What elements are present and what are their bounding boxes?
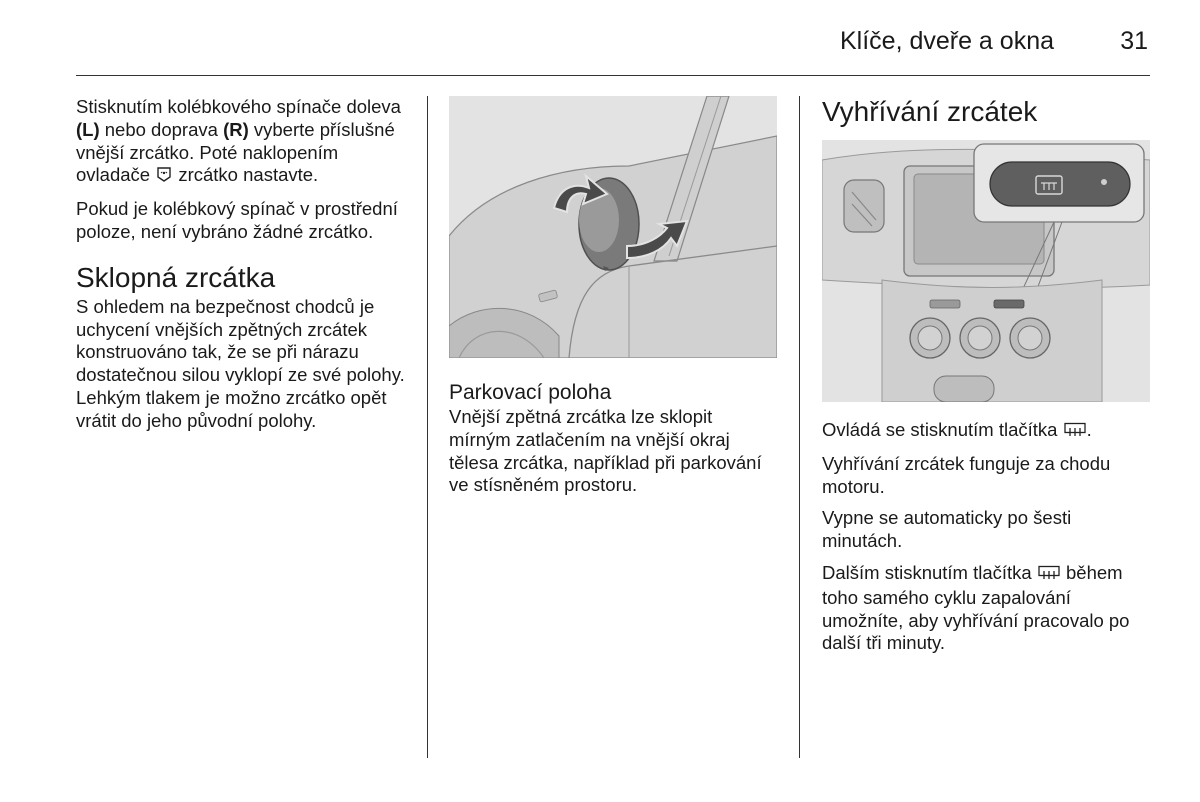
- column-divider-left: [427, 96, 428, 758]
- column-1: [76, 96, 411, 442]
- page-number: 31: [1120, 27, 1148, 55]
- rear-window-heater-icon: [1063, 421, 1087, 444]
- parking-position-paragraph: Vnější zpětná zrcátka lze sklopit mírným zatlačením na vnější okraj tělesa zrcátka, například při parkování ve stísněném prostoru.: [449, 406, 762, 496]
- header-divider: [76, 75, 1150, 76]
- engine-running-paragraph: Vyhřívání zrcátek funguje za chodu motoru.: [822, 452, 1111, 497]
- mirror-folding-illustration: [449, 96, 777, 358]
- column-3: [822, 96, 1152, 130]
- column-2: [449, 380, 779, 506]
- subsection-title-parking-position: Parkovací poloha: [449, 381, 612, 404]
- extend-heating-paragraph: Dalším stisknutím tlačítka během toho samého cyklu zapalování umožníte, aby vyhřívání pracovalo po další tři minuty.: [822, 561, 1130, 654]
- rear-window-heater-icon: [1037, 564, 1061, 587]
- section-title-folding-mirrors: Sklopná zrcátka: [76, 261, 276, 293]
- button-operation-paragraph: Ovládá se stisknutím tlačítka .: [822, 419, 1152, 444]
- mirror-adjust-icon: [155, 165, 173, 189]
- page-header-title: Klíče, dveře a okna: [839, 27, 1054, 55]
- right-label: (R): [223, 118, 249, 140]
- neutral-position-paragraph: Pokud je kolébkový spínač v prostřední poloze, není vybráno žádné zrcátko.: [76, 198, 398, 242]
- auto-off-paragraph: Vypne se automaticky po šesti minutách.: [822, 507, 1072, 552]
- heated-mirror-button-illustration: [822, 140, 1150, 402]
- column-divider-right: [799, 96, 800, 758]
- column-3-text: [822, 419, 1152, 664]
- mirror-select-paragraph: Stisknutím kolébkového spínače doleva (L) nebo doprava (R) vyberte příslušné vnější zrcátko. Poté naklopením ovladače zrcátko nastavte.: [76, 96, 411, 189]
- section-title-heated-mirrors: Vyhřívání zrcátek: [822, 96, 1038, 127]
- left-label: (L): [76, 118, 100, 140]
- folding-mirrors-paragraph: S ohledem na bezpečnost chodců je uchycení vnějších zpětných zrcátek konstruováno tak, že se při nárazu dostatečnou silou vyklopí ze své polohy. Lehkým tlakem je možno zrcátko opět vrátit do jeho původní polohy.: [76, 295, 405, 431]
